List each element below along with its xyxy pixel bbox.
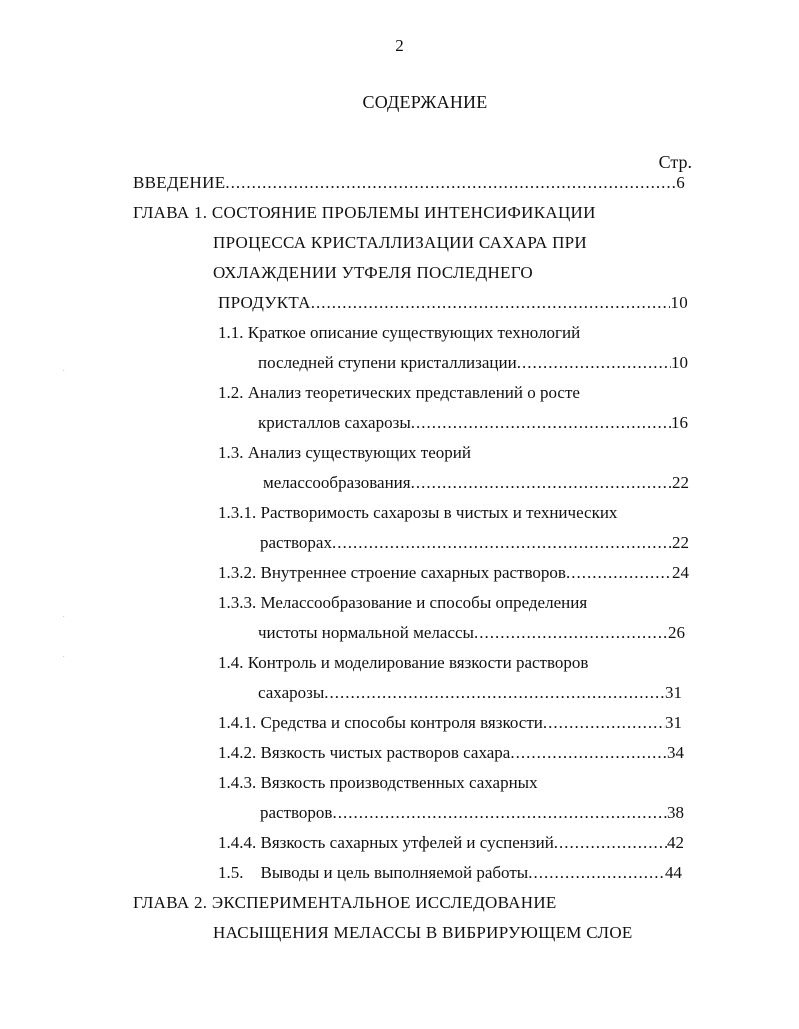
toc-entry-label: 1.4.4. Вязкость сахарных утфелей и суспензий	[218, 833, 554, 852]
dot-leader	[311, 292, 671, 314]
toc-entry-page: 10	[670, 293, 688, 312]
scan-mark: ·	[62, 652, 66, 663]
toc-title: СОДЕРЖАНИЕ	[362, 92, 488, 112]
dot-leader	[528, 862, 665, 884]
toc-entry-label: ВВЕДЕНИЕ	[133, 173, 226, 192]
toc-entry-section-1-5	[218, 862, 682, 884]
toc-chapter-2-line-1: ГЛАВА 2. ЭКСПЕРИМЕНТАЛЬНОЕ ИССЛЕДОВАНИЕ	[133, 893, 557, 912]
scan-mark: ·	[62, 612, 66, 623]
dot-leader	[566, 562, 672, 584]
toc-entry-section-1-3-3	[258, 622, 685, 644]
toc-entry-section-1-2	[258, 412, 688, 434]
toc-entry-page: 16	[671, 413, 688, 432]
toc-entry-page: 26	[668, 623, 685, 642]
dot-leader	[411, 412, 671, 434]
toc-entry-section-1-3-1	[260, 532, 689, 554]
toc-entry-chapter-1	[218, 292, 688, 314]
toc-entry-page: 34	[667, 743, 684, 762]
toc-entry-section-1-3-2	[218, 562, 689, 584]
toc-entry-label: 1.5. Выводы и цель выполняемой работы	[218, 863, 529, 882]
toc-entry-section-1-4	[258, 682, 682, 704]
toc-section-1-1-line-1: 1.1. Краткое описание существующих технологий	[218, 323, 581, 342]
toc-entry-section-1-4-1	[218, 712, 682, 734]
toc-entry-section-1-4-2	[218, 742, 684, 764]
toc-entry-section-1-3	[263, 472, 689, 494]
toc-entry-page: 22	[672, 533, 689, 552]
toc-section-1-2-line-1: 1.2. Анализ теоретических представлений о росте	[218, 383, 580, 402]
toc-entry-label: растворах	[260, 533, 332, 552]
toc-entry-page: 31	[665, 713, 682, 732]
toc-section-1-4-3-line-1: 1.4.3. Вязкость производственных сахарных	[218, 773, 538, 792]
dot-leader	[332, 532, 672, 554]
toc-entry-label: мелассообразования	[263, 473, 411, 492]
dot-leader	[411, 472, 672, 494]
dot-leader	[510, 742, 667, 764]
toc-entry-label: 1.4.2. Вязкость чистых растворов сахара	[218, 743, 511, 762]
toc-entry-label: последней ступени кристаллизации	[258, 353, 517, 372]
toc-entry-section-1-4-3	[260, 802, 684, 824]
toc-section-1-3-3-line-1: 1.3.3. Мелассообразование и способы определения	[218, 593, 588, 612]
dot-leader	[225, 172, 676, 194]
dot-leader	[517, 352, 671, 374]
toc-entry-section-1-4-4	[218, 832, 684, 854]
toc-entry-page: 44	[665, 863, 682, 882]
toc-entry-label: 1.4.1. Средства и способы контроля вязкости	[218, 713, 543, 732]
toc-entry-page: 24	[672, 563, 689, 582]
toc-entry-page: 42	[667, 833, 684, 852]
dot-leader	[554, 832, 667, 854]
toc-entry-label: чистоты нормальной мелассы	[258, 623, 474, 642]
toc-section-1-4-line-1: 1.4. Контроль и моделирование вязкости растворов	[218, 653, 589, 672]
dot-leader	[324, 682, 665, 704]
toc-section-1-3-1-line-1: 1.3.1. Растворимость сахарозы в чистых и технических	[218, 503, 618, 522]
toc-chapter-1-line-3: ОХЛАЖДЕНИИ УТФЕЛЯ ПОСЛЕДНЕГО	[213, 263, 534, 282]
dot-leader	[474, 622, 668, 644]
toc-entry-page: 31	[665, 683, 682, 702]
toc-chapter-1-line-2: ПРОЦЕССА КРИСТАЛЛИЗАЦИИ САХАРА ПРИ	[213, 233, 588, 252]
page-number: 2	[395, 36, 404, 55]
toc-entry-page: 6	[676, 173, 685, 192]
toc-entry-page: 38	[667, 803, 684, 822]
page-column-label: Стр.	[658, 152, 692, 172]
toc-entry-section-1-1	[258, 352, 688, 374]
toc-entry-page: 22	[672, 473, 689, 492]
toc-entry-label: 1.3.2. Внутреннее строение сахарных растворов	[218, 563, 566, 582]
toc-chapter-2-line-2: НАСЫЩЕНИЯ МЕЛАССЫ В ВИБРИРУЮЩЕМ СЛОЕ	[213, 923, 633, 942]
dot-leader	[332, 802, 667, 824]
scan-mark: ·	[62, 366, 66, 377]
dot-leader	[543, 712, 665, 734]
toc-chapter-1-line-1: ГЛАВА 1. СОСТОЯНИЕ ПРОБЛЕМЫ ИНТЕНСИФИКАЦИИ	[133, 203, 596, 222]
toc-entry-label: кристаллов сахарозы	[258, 413, 411, 432]
toc-entry-label: сахарозы	[258, 683, 325, 702]
toc-section-1-3-line-1: 1.3. Анализ существующих теорий	[218, 443, 471, 462]
toc-entry-page: 10	[671, 353, 688, 372]
toc-entry-label: ПРОДУКТА	[218, 293, 311, 312]
toc-entry-introduction	[133, 172, 685, 194]
toc-entry-label: растворов	[260, 803, 333, 822]
